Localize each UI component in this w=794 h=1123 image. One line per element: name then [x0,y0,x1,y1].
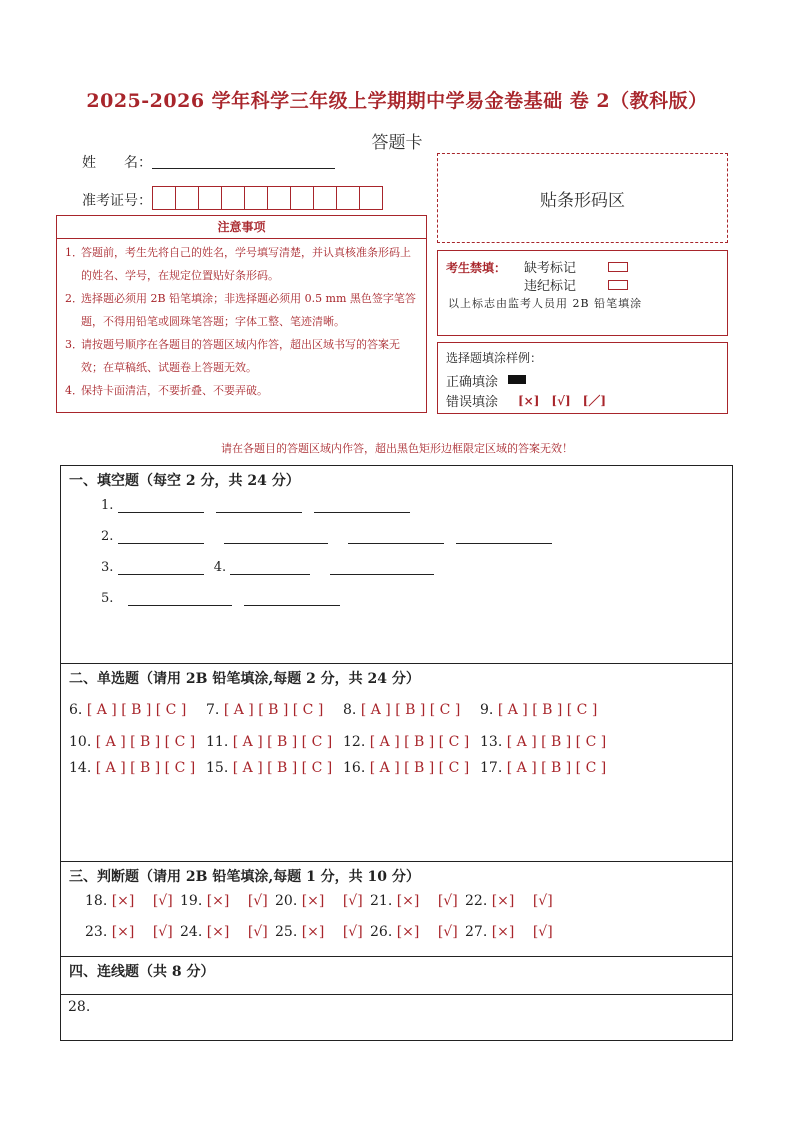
exam-digit-box[interactable] [313,186,337,210]
exam-digit-box[interactable] [336,186,360,210]
ban-box [437,250,728,336]
answer-blank[interactable] [244,591,340,606]
choice-row [69,760,617,776]
section-true-false [60,861,733,957]
answer-blank[interactable] [224,529,328,544]
ban-label: 考生禁填： [446,261,507,275]
wrong-fill-sample: [×] [√] [／] [518,394,607,408]
exam-number-boxes [152,186,382,210]
correct-fill-sample [508,375,526,384]
tf-question[interactable]: 25. [×] [√] [275,924,363,940]
choice-row [69,702,617,718]
choice-question[interactable]: 9. [ A ] [ B ] [ C ] [480,702,598,718]
section-title: 三、判断题（请用 2B 铅笔填涂,每题 1 分，共 10 分） [69,869,420,885]
section-title: 一、填空题（每空 2 分，共 24 分） [69,473,300,489]
tf-question[interactable]: 26. [×] [√] [370,924,458,940]
question-number: 1. [101,498,114,513]
tf-question[interactable]: 18. [×] [√] [85,893,173,909]
question-number: 5. [101,591,114,606]
matching-answer-area[interactable] [60,994,733,1041]
tf-row [85,890,560,910]
tf-question[interactable]: 20. [×] [√] [275,893,363,909]
barcode-label: 贴条形码区 [540,190,625,211]
choice-row [69,734,617,750]
answer-blank[interactable] [118,498,204,513]
notice-item: 2． 选择题必须用 2B 铅笔填涂；非选择题必须用 0.5 mm 黑色签字笔答题，不得用铅笔或圆珠笔答题；字体工整、笔迹清晰。 [65,292,416,328]
exam-number-label: 准考证号： [82,193,152,209]
question-row [101,591,340,606]
violation-label: 违纪标记 [524,279,577,294]
question-number: 3. [101,560,114,575]
section-title: 二、单选题（请用 2B 铅笔填涂,每题 2 分，共 24 分） [69,671,420,687]
question-number: 4. [213,560,227,575]
tf-question[interactable]: 21. [×] [√] [370,893,458,909]
answer-blank[interactable] [230,560,310,575]
question-number: 2. [101,529,114,544]
ban-note: 以上标志由监考人员用 2B 铅笔填涂 [448,297,643,310]
choice-question[interactable]: 7. [ A ] [ B ] [ C ] [206,702,324,718]
page-subtitle: 答题卡 [371,133,423,153]
page-title: 2025-2026 学年科学三年级上学期期中学易金卷基础 卷 2（教科版） [86,90,708,112]
exam-digit-box[interactable] [267,186,291,210]
tf-question[interactable]: 19. [×] [√] [180,893,268,909]
absent-mark[interactable] [608,262,628,272]
choice-question[interactable]: 6. [ A ] [ B ] [ C ] [69,702,187,718]
warning-text: 请在各题目的答题区域内作答，超出黑色矩形边框限定区域的答案无效！ [221,442,573,455]
exam-digit-box[interactable] [221,186,245,210]
fill-sample-box [437,342,728,414]
barcode-area [437,153,728,243]
section-fill-in [60,465,733,664]
answer-blank[interactable] [456,529,552,544]
name-label: 姓 名： [82,155,152,171]
tf-row [85,921,560,941]
choice-question[interactable]: 10. [ A ] [ B ] [ C ] [69,734,196,750]
answer-blank[interactable] [128,591,232,606]
notice-item: 3． 请按题号顺序在各题目的答题区域内作答，超出区域书写的答案无效；在草稿纸、试题卷上答题无效。 [65,338,400,374]
choice-question[interactable]: 11. [ A ] [ B ] [ C ] [206,734,333,750]
answer-blank[interactable] [330,560,434,575]
exam-digit-box[interactable] [198,186,222,210]
violation-mark[interactable] [608,280,628,290]
choice-question[interactable]: 12. [ A ] [ B ] [ C ] [343,734,470,750]
question-number: 28. [68,999,91,1015]
tf-question[interactable]: 27. [×] [√] [465,924,553,940]
wrong-label: 错误填涂 [446,395,499,410]
choice-question[interactable]: 8. [ A ] [ B ] [ C ] [343,702,461,718]
tf-question[interactable]: 22. [×] [√] [465,893,553,909]
question-row [101,560,434,575]
answer-blank[interactable] [118,529,204,544]
section-matching [60,956,733,995]
choice-question[interactable]: 13. [ A ] [ B ] [ C ] [480,734,607,750]
answer-blank[interactable] [118,560,204,575]
choice-question[interactable]: 14. [ A ] [ B ] [ C ] [69,760,196,776]
correct-label: 正确填涂 [446,375,499,390]
sample-title: 选择题填涂样例： [446,351,543,365]
section-title: 四、连线题（共 8 分） [69,964,215,980]
section-single-choice [60,663,733,862]
choice-question[interactable]: 15. [ A ] [ B ] [ C ] [206,760,333,776]
notice-box [56,215,427,413]
absent-label: 缺考标记 [524,261,577,276]
name-field[interactable] [152,168,335,169]
exam-digit-box[interactable] [244,186,268,210]
choice-question[interactable]: 16. [ A ] [ B ] [ C ] [343,760,470,776]
tf-question[interactable]: 24. [×] [√] [180,924,268,940]
notice-item: 4． 保持卡面清洁，不要折叠、不要弄破。 [65,384,268,397]
exam-digit-box[interactable] [152,186,176,210]
question-row [101,498,410,513]
exam-digit-box[interactable] [175,186,199,210]
answer-blank[interactable] [314,498,410,513]
question-row [101,529,552,544]
answer-blank[interactable] [348,529,444,544]
exam-digit-box[interactable] [290,186,314,210]
notice-heading: 注意事项 [57,216,426,239]
tf-question[interactable]: 23. [×] [√] [85,924,173,940]
notice-item: 1． 答题前，考生先将自己的姓名，学号填写清楚，并认真核准条形码上的姓名、学号，在规定位置贴好条形码。 [65,246,411,282]
answer-blank[interactable] [216,498,302,513]
choice-question[interactable]: 17. [ A ] [ B ] [ C ] [480,760,607,776]
exam-digit-box[interactable] [359,186,383,210]
